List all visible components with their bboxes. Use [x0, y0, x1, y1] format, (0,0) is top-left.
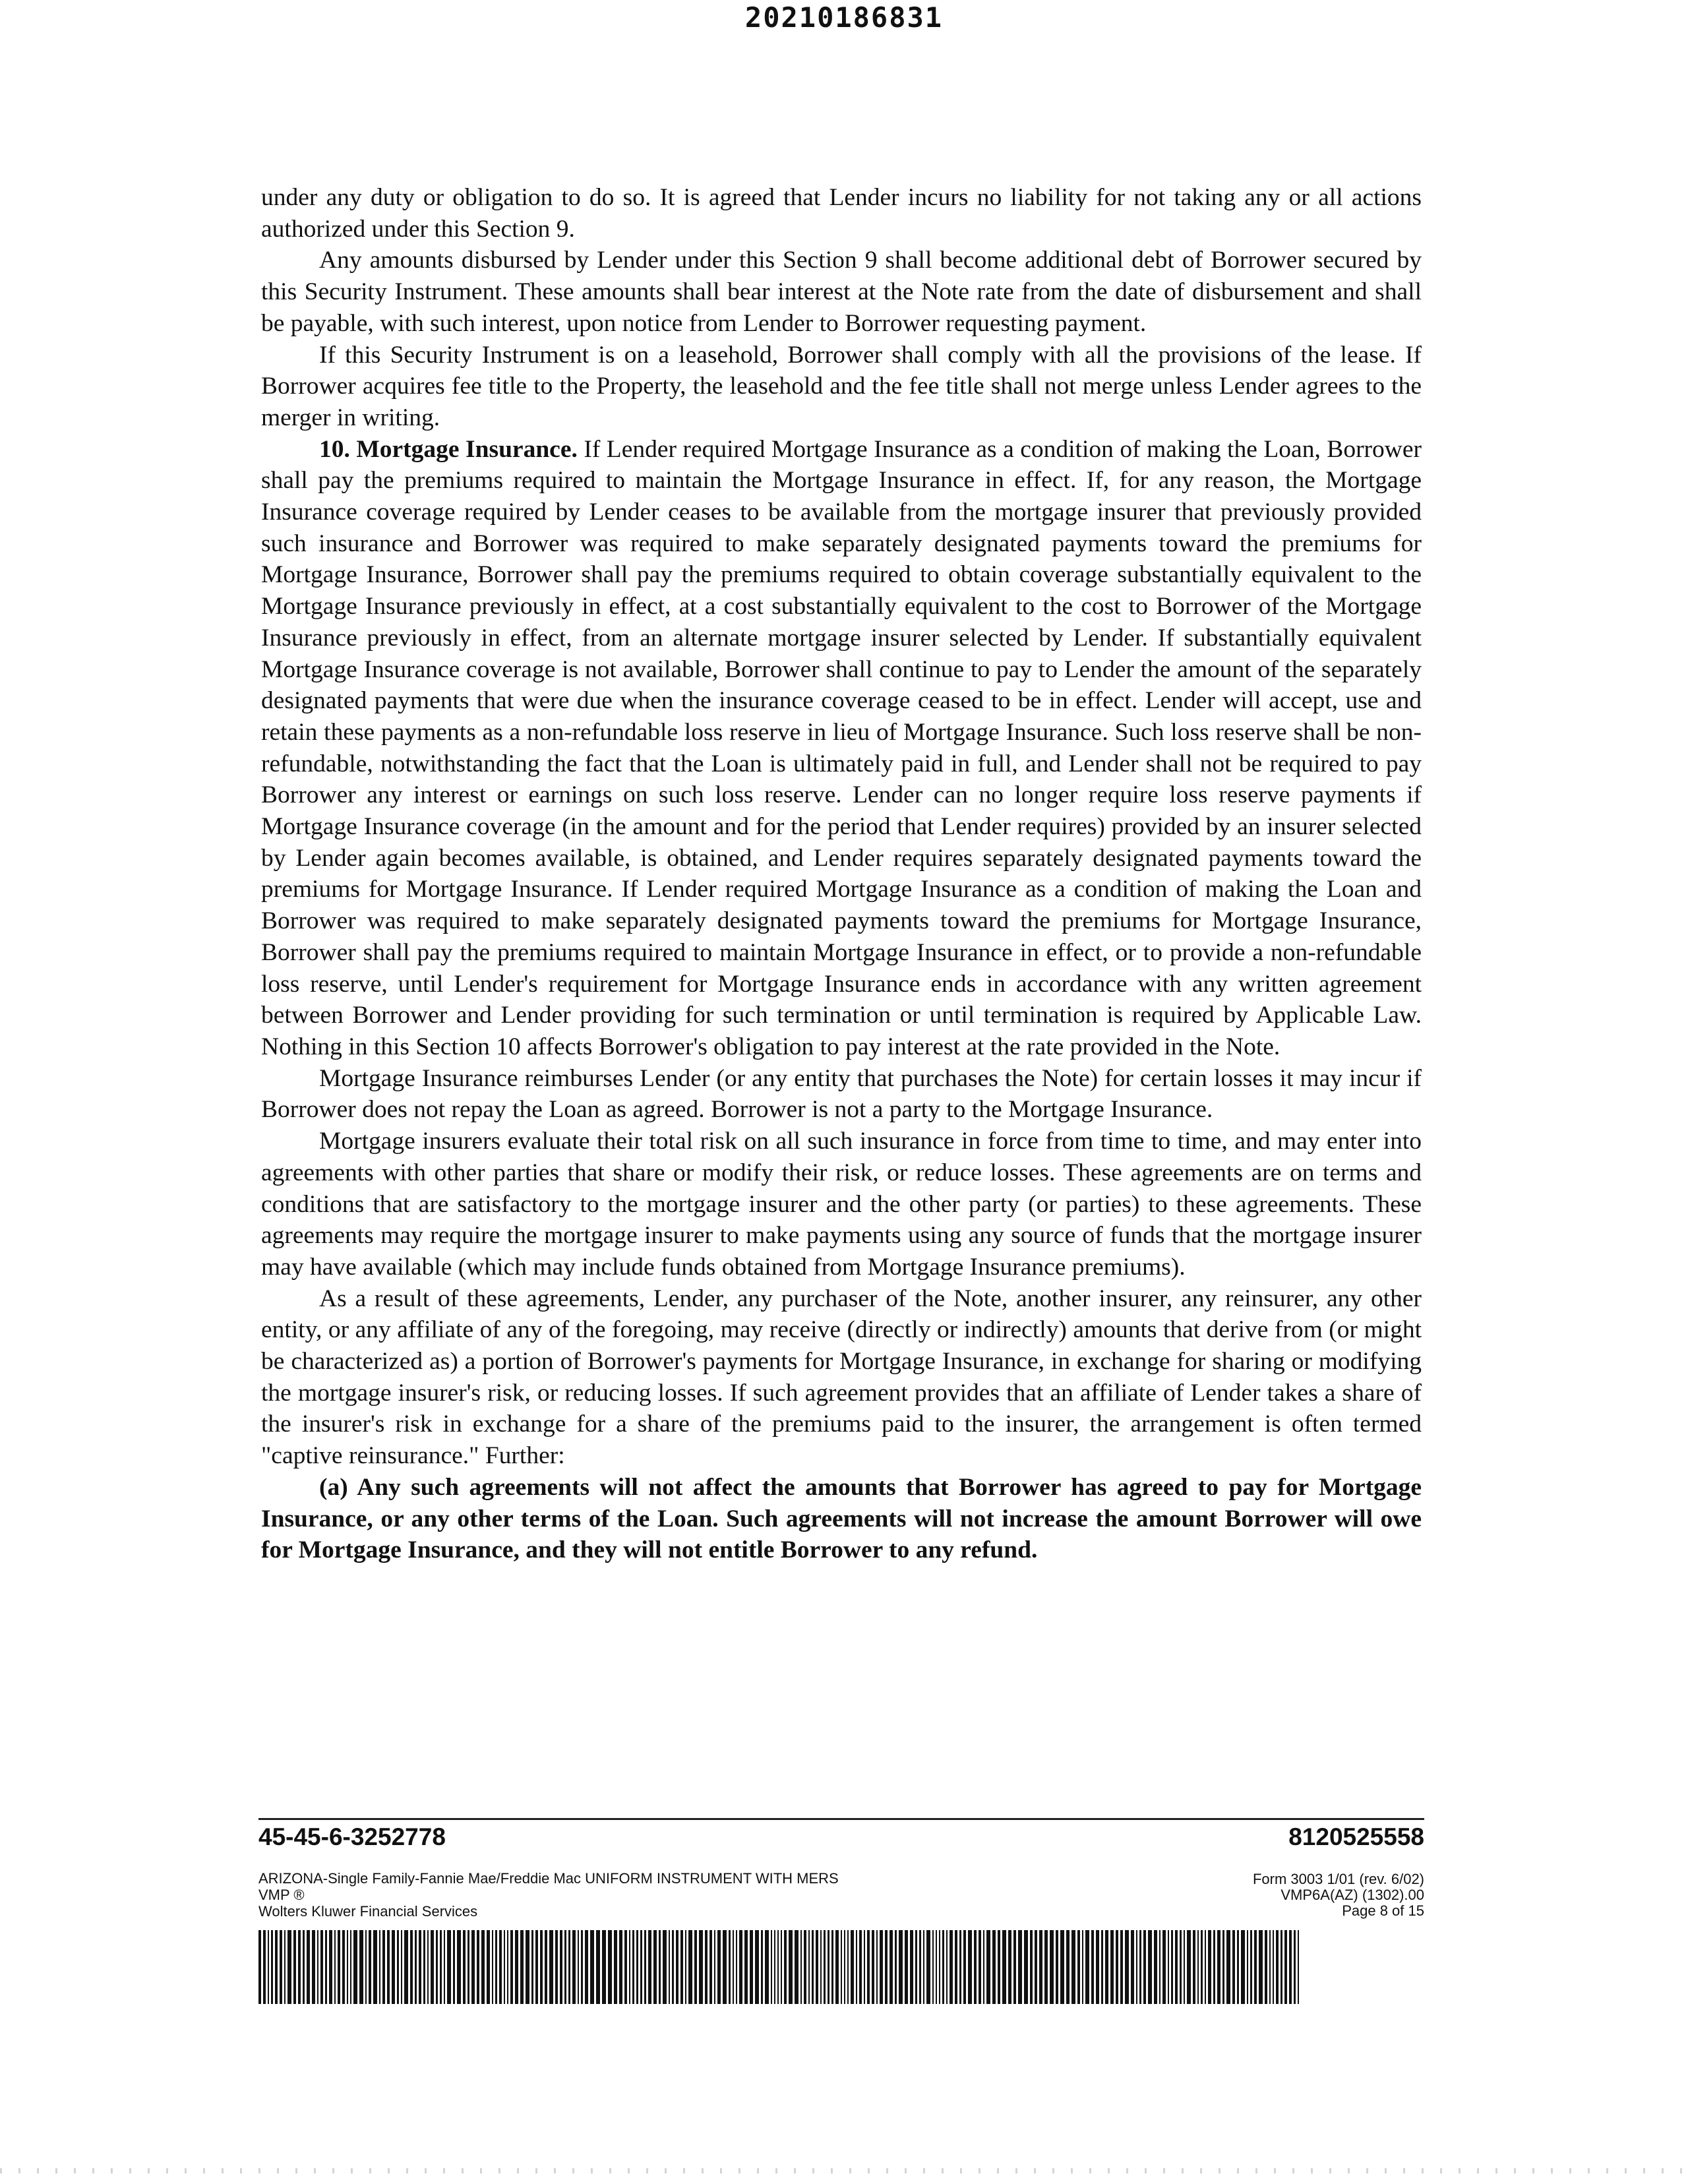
barcode-bar [847, 1930, 849, 2004]
barcode-bar [1298, 1930, 1299, 2004]
barcode-bar [1139, 1930, 1141, 2004]
barcode-bar [423, 1930, 425, 2004]
barcode-bar [653, 1930, 657, 2004]
barcode-bar [808, 1930, 810, 2004]
barcode-bar [831, 1930, 833, 2004]
barcode-bar [1148, 1930, 1152, 2004]
barcode-bar [436, 1930, 438, 2004]
barcode-bar [1071, 1930, 1075, 2004]
barcode-bar [350, 1930, 351, 2004]
publisher-name: Wolters Kluwer Financial Services [258, 1903, 478, 1920]
barcode-bar [1105, 1930, 1108, 2004]
barcode-bar [268, 1930, 269, 2004]
paragraph-disbursed-amounts: Any amounts disbursed by Lender under this Section 9 shall become additional debt of Borrower secured by this Security Instrument. These amounts shall bear interest at the Note rate from the date of disbursement and shall be payable, with such interest, upon notice from Lender to Borrower requesting payment. [261, 247, 1422, 337]
barcode-bar [1273, 1930, 1274, 2004]
barcode-bar [287, 1930, 291, 2004]
barcode-bar [419, 1930, 421, 2004]
barcode-bar [705, 1930, 708, 2004]
barcode-bar [915, 1930, 917, 2004]
barcode-bar [298, 1930, 301, 2004]
barcode-bar [669, 1930, 670, 2004]
barcode-bar [636, 1930, 638, 2004]
paragraph-section10 [261, 434, 1422, 1063]
barcode-bar [919, 1930, 921, 2004]
barcode-bar [320, 1930, 323, 2004]
barcode-bar [729, 1930, 731, 2004]
barcode-bar [709, 1930, 712, 2004]
barcode-bar [614, 1930, 617, 2004]
barcode-bar [910, 1930, 913, 2004]
barcode-bar [387, 1930, 390, 2004]
barcode-bar [820, 1930, 822, 2004]
barcode-bar [640, 1930, 642, 2004]
barcode-bar [771, 1930, 772, 2004]
document-body [261, 182, 1422, 1566]
barcode-bar [487, 1930, 490, 2004]
form-number: Form 3003 1/01 (rev. 6/02) [1252, 1871, 1424, 1887]
barcode-bar [1254, 1930, 1257, 2004]
barcode-bar [905, 1930, 908, 2004]
barcode-bar [1265, 1930, 1267, 2004]
barcode-bar [284, 1930, 286, 2004]
barcode-bar [699, 1930, 703, 2004]
barcode-bar [835, 1930, 839, 2004]
barcode-bar [329, 1930, 332, 2004]
barcode-bar [939, 1930, 940, 2004]
barcode-bar [303, 1930, 305, 2004]
section10-text: If Lender required Mortgage Insurance as a condition of making the Loan, Borrower shall pay the premiums required to maintain the Mortgage Insurance in effect. If, for any reason, the Mortgage Insurance coverage required by Lender ceases to be available from the mortgage insurer that previously provided such insurance and Borrower was required to make separately designated payments toward the premiums for Mortgage Insurance, Borrower shall pay the premiums required to obtain coverage substantially equivalent to the Mortgage Insurance previously in effect, at a cost substantially equivalent to the cost to Borrower of the Mortgage Insurance previously in effect, from an alternate mortgage insurer selected by Lender. If substantially equivalent Mortgage Insurance coverage is not available, Borrower shall continue to pay to Lender the amount of the separately designated payments that were due when the insurance coverage ceased to be in effect. Lender will accept, use and retain these payments as a non-refundable loss reserve in lieu of Mortgage Insurance. Such loss reserve shall be non-refundable, notwithstanding the fact that the Loan is ultimately paid in full, and Lender shall not be required to pay Borrower any interest or earnings on such loss reserve. Lender can no longer require loss reserve payments if Mortgage Insurance coverage (in the amount and for the period that Lender requires) provided by an insurer selected by Lender again becomes available, is obtained, and Lender requires separately designated payments toward the premiums for Mortgage Insurance. If Lender required Mortgage Insurance as a condition of making the Loan and Borrower was required to make separately designated payments toward the premiums for Mortgage Insurance, Borrower shall pay the premiums required to maintain Mortgage Insurance in effect, or to provide a non-refundable loss reserve, until Lender's requirement for Mortgage Insurance ends in accordance with any written agreement between Borrower and Lender providing for such termination or until termination is required by Applicable Law. Nothing in this Section 10 affects Borrower's obligation to pay interest at the rate provided in the Note. [261, 435, 1422, 1060]
barcode-bar [926, 1930, 930, 2004]
barcode-bar [1002, 1930, 1006, 2004]
barcode-bar [694, 1930, 697, 2004]
barcode-bar [404, 1930, 408, 2004]
barcode-bar [477, 1930, 479, 2004]
barcode-bar [382, 1930, 385, 2004]
barcode-bar [293, 1930, 296, 2004]
barcode-bar [795, 1930, 799, 2004]
barcode-bar [800, 1930, 802, 2004]
barcode-bar [867, 1930, 870, 2004]
barcode-bar [392, 1930, 395, 2004]
barcode-bar [1168, 1930, 1169, 2004]
section10-heading: 10. Mortgage Insurance. [319, 435, 578, 463]
barcode-bar [1013, 1930, 1016, 2004]
barcode-bar [397, 1930, 399, 2004]
barcode-bar [1066, 1930, 1070, 2004]
barcode-bar [317, 1930, 318, 2004]
page-indicator: Page 8 of 15 [1342, 1902, 1424, 1919]
barcode-bar [447, 1930, 451, 2004]
barcode-bar [1171, 1930, 1173, 2004]
barcode-bar [1222, 1930, 1224, 2004]
barcode-bar [992, 1930, 996, 2004]
barcode-bar [1120, 1930, 1123, 2004]
barcode-bar [275, 1930, 278, 2004]
barcode-bar [1082, 1930, 1083, 2004]
barcode-bar [1018, 1930, 1022, 2004]
barcode-bar [1039, 1930, 1042, 2004]
barcode-bar [1162, 1930, 1166, 2004]
barcode-bar [365, 1930, 367, 2004]
barcode-bar [453, 1930, 455, 2004]
barcode-bar [950, 1930, 953, 2004]
barcode-bar [1201, 1930, 1203, 2004]
barcode-bar [457, 1930, 461, 2004]
barcode-bar [765, 1930, 769, 2004]
barcode-bar [648, 1930, 651, 2004]
barcode-bar [864, 1930, 865, 2004]
recording-number: 20210186831 [744, 1, 944, 34]
barcode-bar [1250, 1930, 1252, 2004]
barcode-bar [1085, 1930, 1089, 2004]
barcode-bar [415, 1930, 417, 2004]
paragraph-captive-reinsurance: As a result of these agreements, Lender, any purchaser of the Note, another insurer, any reinsurer, any other entity, or any affiliate of any of the foregoing, may receive (directly or indirectly) amounts that derive from (or might be characterized as) a portion of Borrower's payments for Mortgage Insurance, in exchange for sharing or modifying the mortgage insurer's risk, or reducing losses. If such agreement provides that an affiliate of Lender takes a share of the insurer's risk in exchange for a share of the premiums paid to the insurer, the arrangement is often termed "captive reinsurance." Further: [261, 1285, 1422, 1470]
barcode-bar [1050, 1930, 1054, 2004]
paragraph-clause-a: (a) Any such agreements will not affect the amounts that Borrower has agreed to pay for Mortgage Insurance, or any other terms of the Loan. Such agreements will not increase the amount Borrower will owe for Mortgage Insurance, and they will not entitle Borrower to any refund. [261, 1473, 1422, 1564]
barcode-bar [1208, 1930, 1211, 2004]
barcode-bar [1232, 1930, 1235, 2004]
barcode-bar [876, 1930, 878, 2004]
barcode-bar [1213, 1930, 1215, 2004]
scan-specks [0, 2168, 1688, 2173]
barcode-bar [932, 1930, 934, 2004]
barcode-bar [1101, 1930, 1103, 2004]
barcode-bar [564, 1930, 566, 2004]
barcode-bar [440, 1930, 442, 2004]
barcode-bar [1159, 1930, 1160, 2004]
barcode-bar [946, 1930, 948, 2004]
barcode-bar [1237, 1930, 1239, 2004]
barcode-bar [841, 1930, 842, 2004]
barcode-bar [629, 1930, 630, 2004]
form-title: ARIZONA-Single Family-Fannie Mae/Freddie Mac UNIFORM INSTRUMENT WITH MERS [258, 1870, 839, 1887]
barcode-bar [1024, 1930, 1028, 2004]
barcode-bar [856, 1930, 857, 2004]
barcode-bar [549, 1930, 553, 2004]
barcode-bar [688, 1930, 692, 2004]
barcode-bar [1197, 1930, 1199, 2004]
barcode-bar [824, 1930, 826, 2004]
barcode-bar [585, 1930, 588, 2004]
barcode-bar [789, 1930, 793, 2004]
barcode-bar [744, 1930, 748, 2004]
barcode-bar [632, 1930, 634, 2004]
barcode-bar [1091, 1930, 1094, 2004]
barcode-bar [526, 1930, 529, 2004]
barcode-bar [1269, 1930, 1271, 2004]
barcode-bar [761, 1930, 763, 2004]
barcode-bar [431, 1930, 434, 2004]
barcode-bar [359, 1930, 363, 2004]
barcode-bar [1030, 1930, 1033, 2004]
barcode-bar [507, 1930, 508, 2004]
barcode-bar [515, 1930, 518, 2004]
barcode-bar [495, 1930, 497, 2004]
barcode-bar [774, 1930, 775, 2004]
barcode-bar [1175, 1930, 1178, 2004]
barcode-bar [733, 1930, 734, 2004]
barcode-bar [812, 1930, 814, 2004]
barcode-bar [427, 1930, 429, 2004]
reference-number: 8120525558 [1288, 1823, 1424, 1850]
barcode-bar [963, 1930, 966, 2004]
barcode-bar [531, 1930, 533, 2004]
barcode-bar [1241, 1930, 1245, 2004]
barcode-bar [777, 1930, 779, 2004]
barcode-bar [1187, 1930, 1191, 2004]
barcode-bar [644, 1930, 646, 2004]
barcode-bar [739, 1930, 742, 2004]
barcode-bar [379, 1930, 380, 2004]
barcode-bar [895, 1930, 897, 2004]
barcode-bar [401, 1930, 402, 2004]
barcode-bar [369, 1930, 371, 2004]
paragraph-mi-insurers: Mortgage insurers evaluate their total risk on all such insurance in force from time to time, and may enter into agreements with other parties that share or modify their risk, or reduce losses. These agreements are on terms and conditions that are satisfactory to the mortgage insurer and the other party (or parties) to these agreements. These agreements may require the mortgage insurer to make payments using any source of funds that the mortgage insurer may have available (which may include funds obtained from Mortgage Insurance premiums). [261, 1128, 1422, 1281]
barcode-bar [1035, 1930, 1037, 2004]
barcode-bar [581, 1930, 583, 2004]
barcode-bar [353, 1930, 357, 2004]
barcode-bar [504, 1930, 505, 2004]
barcode [258, 1930, 1353, 2004]
barcode-bar [974, 1930, 977, 2004]
form-info-right [1253, 1871, 1424, 1919]
barcode-bar [663, 1930, 667, 2004]
paragraph-leasehold: If this Security Instrument is on a leasehold, Borrower shall comply with all the provisions of the lease. If Borrower acquires fee title to the Property, the leasehold and the fee title shall not merge unless Lender agrees to the merger in writing. [261, 341, 1422, 431]
barcode-bar [755, 1930, 759, 2004]
barcode-bar [1008, 1930, 1011, 2004]
barcode-bar [942, 1930, 944, 2004]
barcode-bar [471, 1930, 475, 2004]
barcode-bar [851, 1930, 854, 2004]
barcode-bar [535, 1930, 538, 2004]
barcode-bar [596, 1930, 600, 2004]
barcode-bar [672, 1930, 674, 2004]
barcode-bar [885, 1930, 888, 2004]
barcode-bar [750, 1930, 753, 2004]
barcode-bar [263, 1930, 266, 2004]
barcode-bar [1276, 1930, 1279, 2004]
barcode-bar [1131, 1930, 1134, 2004]
barcode-bar [510, 1930, 513, 2004]
barcode-bar [872, 1930, 874, 2004]
barcode-bar [1226, 1930, 1230, 2004]
barcode-bar [828, 1930, 829, 2004]
footer-divider [258, 1818, 1424, 1820]
barcode-bar [1044, 1930, 1048, 2004]
barcode-bar [723, 1930, 727, 2004]
barcode-bar [880, 1930, 883, 2004]
barcode-bar [1116, 1930, 1118, 2004]
barcode-bar [1289, 1930, 1292, 2004]
barcode-bar [1077, 1930, 1080, 2004]
barcode-bar [325, 1930, 327, 2004]
barcode-bar [899, 1930, 903, 2004]
barcode-bar [602, 1930, 606, 2004]
barcode-bar [685, 1930, 686, 2004]
barcode-bar [736, 1930, 737, 2004]
barcode-bar [555, 1930, 558, 2004]
form-code: VMP6A(AZ) (1302).00 [1281, 1887, 1424, 1903]
barcode-bar [1136, 1930, 1137, 2004]
barcode-bar [714, 1930, 715, 2004]
barcode-bar [1143, 1930, 1146, 2004]
barcode-bar [307, 1930, 310, 2004]
barcode-bar [1193, 1930, 1195, 2004]
barcode-bar [347, 1930, 348, 2004]
barcode-bar [804, 1930, 806, 2004]
barcode-bar [499, 1930, 502, 2004]
barcode-bar [590, 1930, 594, 2004]
paragraph-section9-end: under any duty or obligation to do so. It is agreed that Lender incurs no liability for not taking any or all actions authorized under this Section 9. [261, 184, 1422, 243]
barcode-bar [781, 1930, 782, 2004]
barcode-bar [1110, 1930, 1114, 2004]
barcode-bar [410, 1930, 413, 2004]
barcode-bar [481, 1930, 485, 2004]
barcode-bar [1125, 1930, 1129, 2004]
barcode-bar [1259, 1930, 1263, 2004]
form-info-left [258, 1870, 839, 1920]
barcode-bar [1217, 1930, 1221, 2004]
paragraph-mi-reimburses: Mortgage Insurance reimburses Lender (or any entity that purchases the Note) for certain losses it may incur if Borrower does not repay the Loan as agreed. Borrower is not a party to the Mortgage Insurance. [261, 1064, 1422, 1124]
barcode-bar [373, 1930, 377, 2004]
barcode-bar [1184, 1930, 1185, 2004]
barcode-bar [545, 1930, 547, 2004]
barcode-bar [334, 1930, 336, 2004]
barcode-bar [659, 1930, 661, 2004]
barcode-bar [280, 1930, 282, 2004]
barcode-bar [889, 1930, 893, 2004]
barcode-bar [568, 1930, 570, 2004]
barcode-bar [1284, 1930, 1287, 2004]
barcode-bar [1056, 1930, 1058, 2004]
barcode-bar [271, 1930, 273, 2004]
barcode-bar [986, 1930, 990, 2004]
barcode-bar [1180, 1930, 1182, 2004]
barcode-bar [1281, 1930, 1282, 2004]
barcode-bar [258, 1930, 261, 2004]
barcode-bar [955, 1930, 957, 2004]
barcode-bar [936, 1930, 937, 2004]
barcode-bar [844, 1930, 845, 2004]
barcode-bar [983, 1930, 984, 2004]
barcode-bar [520, 1930, 524, 2004]
vmp-mark: VMP ® [258, 1887, 305, 1903]
barcode-bar [1205, 1930, 1206, 2004]
barcode-bar [816, 1930, 818, 2004]
barcode-bar [540, 1930, 543, 2004]
barcode-bar [312, 1930, 315, 2004]
barcode-bar [444, 1930, 445, 2004]
barcode-bar [1294, 1930, 1296, 2004]
barcode-bar [1154, 1930, 1157, 2004]
barcode-bar [338, 1930, 340, 2004]
barcode-bar [1247, 1930, 1248, 2004]
barcode-bar [467, 1930, 469, 2004]
barcode-bar [676, 1930, 678, 2004]
loan-number: 45-45-6-3252778 [258, 1823, 446, 1850]
barcode-bar [717, 1930, 721, 2004]
barcode-bar [560, 1930, 562, 2004]
barcode-bar [859, 1930, 862, 2004]
barcode-bar [1096, 1930, 1099, 2004]
barcode-bar [624, 1930, 627, 2004]
barcode-bar [923, 1930, 924, 2004]
barcode-bar [463, 1930, 466, 2004]
barcode-bar [959, 1930, 961, 2004]
barcode-bar [998, 1930, 1000, 2004]
barcode-bar [968, 1930, 972, 2004]
barcode-bar [680, 1930, 683, 2004]
barcode-bar [1060, 1930, 1064, 2004]
barcode-bar [572, 1930, 576, 2004]
barcode-bar [492, 1930, 493, 2004]
barcode-bar [619, 1930, 622, 2004]
barcode-bar [784, 1930, 787, 2004]
barcode-bar [608, 1930, 612, 2004]
barcode-bar [578, 1930, 579, 2004]
barcode-bar [342, 1930, 345, 2004]
barcode-bar [979, 1930, 981, 2004]
